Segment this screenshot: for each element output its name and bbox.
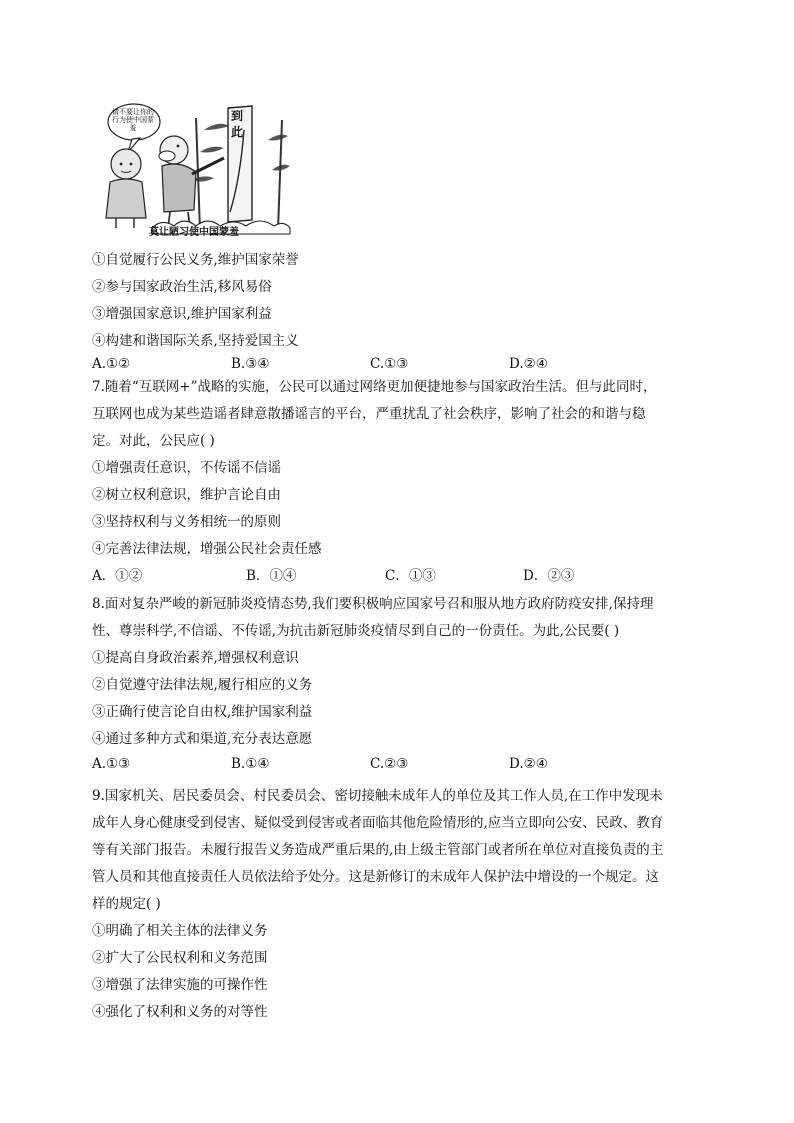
q9-item-4: ④强化了权利和义务的对等性: [92, 1004, 268, 1020]
q8-option-c[interactable]: C.②③: [370, 756, 409, 772]
q7-stem-line-1: 7.随着“互联网+”战略的实施，公民可以通过网络更加便捷地参与国家政治生活。但与此同时，: [92, 379, 657, 395]
q9-stem-line-5: 样的规定( ): [92, 896, 161, 912]
q8-option-b[interactable]: B.①④: [231, 756, 270, 772]
q7-stem-line-2: 互联网也成为某些造谣者肆意散播谣言的平台，严重扰乱了社会秩序，影响了社会的和谐与稳: [92, 406, 646, 422]
q7-option-a[interactable]: A．①②: [92, 568, 143, 584]
q8-item-4: ④通过多种方式和渠道,充分表达意愿: [92, 731, 313, 747]
q8-item-1: ①提高自身政治素养,增强权利意识: [92, 650, 299, 666]
cartoon-caption: 莫让陋习使中国蒙羞: [149, 227, 239, 238]
q9-stem-line-2: 成年人身心健康受到侵害、疑似受到侵害或者面临其他危险情形的,应当立即向公安、民政、教育: [92, 815, 664, 831]
q9-stem-line-1: 9.国家机关、居民委员会、村民委员会、密切接触未成年人的单位及其工作人员,在工作中发现未: [92, 788, 663, 804]
q6-option-b[interactable]: B.③④: [231, 356, 270, 372]
q9-stem-line-3: 等有关部门报告。未履行报告义务造成严重后果的,由上级主管部门或者所在单位对直接负责的主: [92, 842, 664, 858]
q6-item-1: ①自觉履行公民义务,维护国家荣誉: [92, 252, 299, 268]
q8-option-d[interactable]: D.②④: [509, 756, 548, 772]
q8-item-3: ③正确行使言论自由权,维护国家利益: [92, 704, 313, 720]
q7-stem-line-3: 定。对此，公民应( ): [92, 433, 215, 449]
q6-item-4: ④构建和谐国际关系,坚持爱国主义: [92, 333, 299, 349]
q7-option-b[interactable]: B．①④: [246, 568, 297, 584]
sign-text: 到此: [230, 109, 243, 139]
q7-option-d[interactable]: D．②③: [523, 568, 575, 584]
q8-stem-line-1: 8.面对复杂严峻的新冠肺炎疫情态势,我们要积极响应国家号召和服从地方政府防疫安排,保持理: [92, 596, 654, 612]
q8-option-a[interactable]: A.①③: [92, 756, 131, 772]
speech-bubble-text: 请不要让你的行为使中国蒙羞: [112, 108, 154, 132]
q8-stem-line-2: 性、尊崇科学,不信谣、不传谣,为抗击新冠肺炎疫情尽到自己的一份责任。为此,公民要( ): [92, 623, 620, 639]
q9-item-3: ③增强了法律实施的可操作性: [92, 977, 268, 993]
q9-item-1: ①明确了相关主体的法律义务: [92, 923, 268, 939]
q6-option-c[interactable]: C.①③: [370, 356, 409, 372]
q9-stem-line-4: 管人员和其他直接责任人员依法给予处分。这是新修订的未成年人保护法中增设的一个规定。这: [92, 869, 659, 885]
q6-option-d[interactable]: D.②④: [509, 356, 548, 372]
q7-option-c[interactable]: C．①③: [385, 568, 436, 584]
q7-item-2: ②树立权利意识，维护言论自由: [92, 487, 281, 503]
q7-item-3: ③坚持权利与义务相统一的原则: [92, 514, 281, 530]
q6-item-2: ②参与国家政治生活,移风易俗: [92, 279, 272, 295]
q7-item-4: ④完善法律法规，增强公民社会责任感: [92, 541, 322, 557]
q8-item-2: ②自觉遵守法律法规,履行相应的义务: [92, 677, 313, 693]
q6-option-a[interactable]: A.①②: [92, 356, 131, 372]
q7-item-1: ①增强责任意识，不传谣不信谣: [92, 460, 281, 476]
q9-item-2: ②扩大了公民权利和义务范围: [92, 950, 268, 966]
q6-item-3: ③增强国家意识,维护国家利益: [92, 306, 272, 322]
